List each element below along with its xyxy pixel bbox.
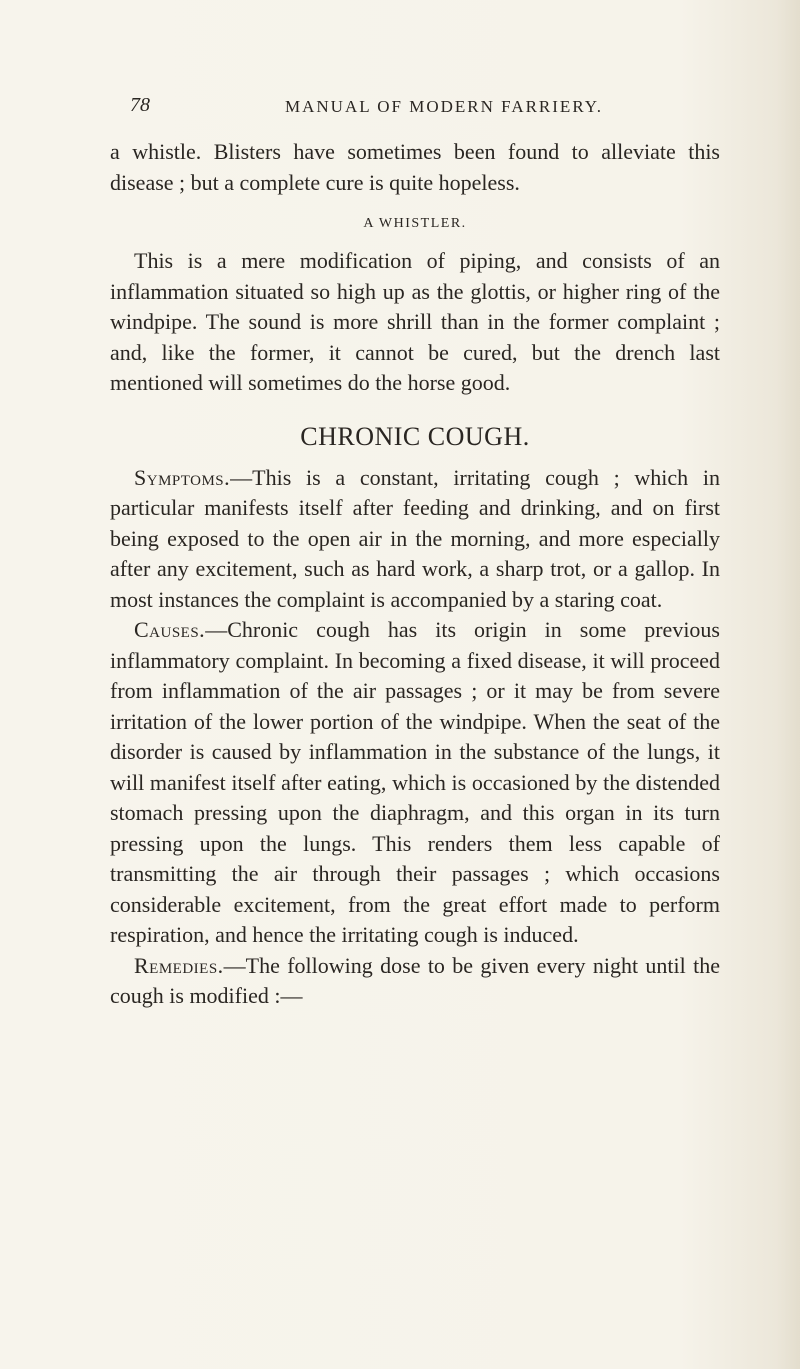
body-text	[110, 137, 720, 1012]
remedies-label: Remedies.	[134, 952, 224, 978]
paragraph-continuation: a whistle. Blisters have sometimes been found to alleviate this disease ; but a complete cure is quite hopeless.	[110, 139, 720, 195]
remedies-text: —The following dose to be given every night until the cough is modified :—	[110, 952, 720, 1008]
page-header	[130, 94, 720, 124]
paragraph-remedies	[110, 951, 720, 1012]
causes-label: Causes.	[134, 617, 206, 642]
section-heading-whistler: A WHISTLER.	[363, 216, 467, 231]
running-title: MANUAL OF MODERN FARRIERY.	[285, 97, 604, 116]
symptoms-text: —This is a constant, irritating cough ; which in particular manifests itself after feeding and drinking, and on first being exposed to the open air in the morning, and more especially after any excitement, such as hard work, a sharp trot, or a gallop. In most instances the complaint is accompanied by a staring coat.	[110, 464, 720, 612]
symptoms-label: Symptoms.	[134, 464, 231, 490]
paragraph-causes	[110, 615, 720, 951]
paragraph-symptoms	[110, 463, 720, 616]
section-heading-chronic-cough: CHRONIC COUGH.	[300, 421, 530, 451]
page-number: 78	[130, 94, 150, 116]
causes-text: —Chronic cough has its origin in some previous inflammatory complaint. In becoming a fixed disease, it will proceed from inflammation of the air passages ; or it may be from severe irritation of the lower portion of the windpipe. When the seat of the disorder is caused by inflammation in the substance of the lungs, it will manifest itself after eating, which is occasioned by the distended stomach pressing upon the diaphragm, and this organ in its turn pressing upon the lungs. This renders them less capable of transmitting the air through their passages ; which occasions considerable excitement, from the great effort made to perform respiration, and hence the irritating cough is induced.	[110, 617, 720, 947]
paragraph-whistler: This is a mere modification of piping, and consists of an inflammation situated so high up as the glottis, or higher ring of the windpipe. The sound is more shrill than in the former complaint ; and, like the former, it cannot be cured, but the drench last mentioned will sometimes do the horse good.	[110, 248, 720, 395]
